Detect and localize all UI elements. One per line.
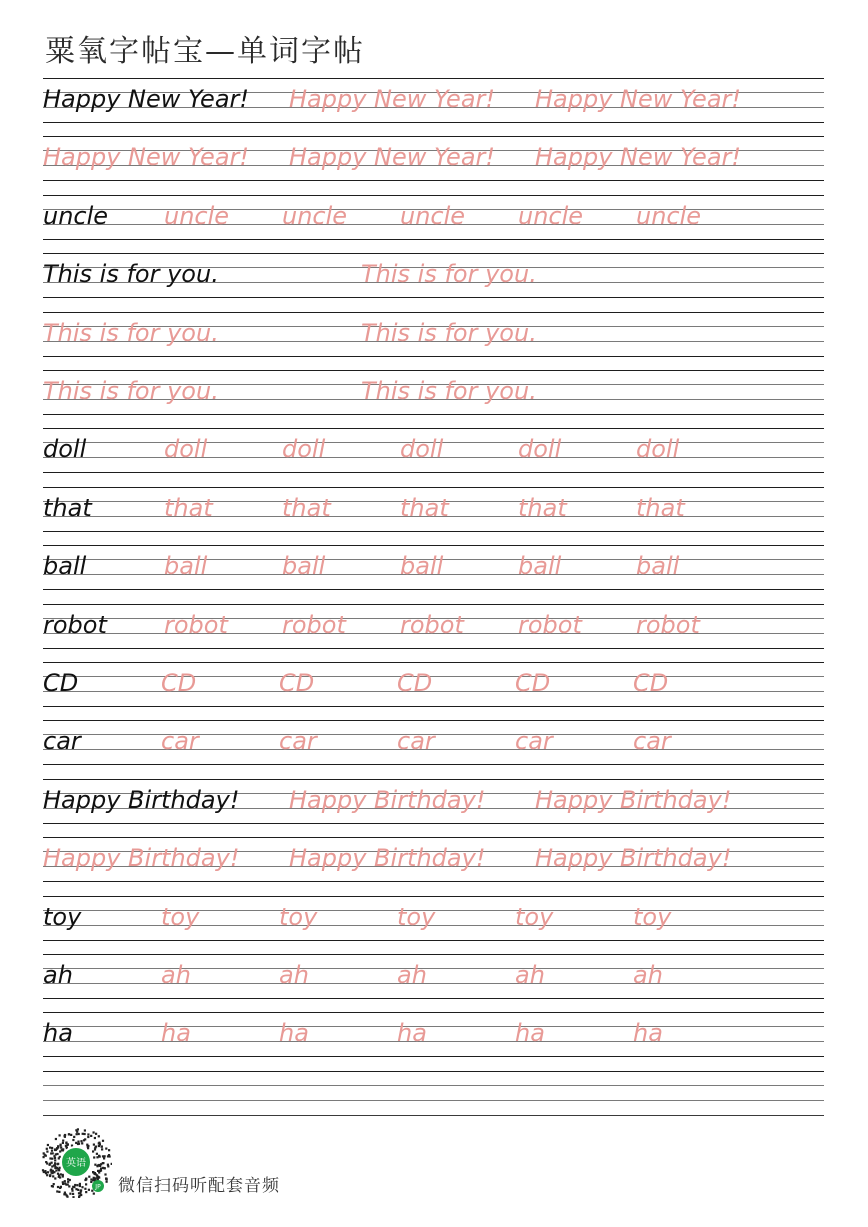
qr-dot [55,1169,57,1171]
qr-dot [57,1186,59,1188]
practice-row [43,896,824,954]
qr-dot [102,1162,104,1164]
qr-dot [60,1173,62,1175]
trace-word: doll [400,435,444,464]
qr-dot [69,1193,71,1195]
model-word: ha [43,1019,73,1048]
qr-dot [82,1133,84,1135]
qr-badge-label: 英语 [66,1158,86,1169]
trace-word: ball [518,552,562,581]
qr-dot [54,1166,56,1168]
guide-line [43,428,824,429]
guide-line [43,78,824,79]
trace-word: ha [633,1019,663,1048]
qr-dot [65,1146,67,1148]
trace-word: This is for you. [43,318,219,347]
qr-dot [56,1190,58,1192]
qr-dot [72,1193,74,1195]
guide-line [43,604,824,605]
guide-line [43,1100,824,1101]
footer-caption: 微信扫码听配套音频 [118,1176,280,1196]
trace-word: This is for you. [361,377,537,405]
trace-word: that [164,493,213,522]
qr-dot [66,1144,68,1146]
guide-line [43,545,824,546]
guide-line [43,356,824,357]
qr-dot [93,1144,95,1146]
qr-dot [102,1155,104,1157]
trace-word: ah [161,961,191,989]
model-word: car [43,727,81,756]
qr-dot [88,1189,90,1191]
qr-dot [51,1158,53,1160]
qr-dot [100,1163,102,1165]
practice-row [43,312,824,370]
qr-dot [73,1186,75,1188]
practice-row [43,195,824,253]
trace-word: ha [515,1019,545,1048]
qr-dot [92,1171,94,1173]
qr-dot [90,1181,92,1183]
practice-row [43,1071,824,1129]
guide-line [43,180,824,181]
trace-word: Happy New Year! [535,143,742,172]
guide-line [43,122,824,123]
qr-dot [96,1156,98,1158]
guide-line [43,764,824,765]
trace-word: that [518,493,567,522]
qr-dot [93,1177,95,1179]
qr-dot [85,1191,87,1193]
qr-dot [79,1183,81,1185]
qr-dot [88,1176,90,1178]
trace-word: CD [515,669,551,697]
trace-word: Happy Birthday! [289,844,486,873]
qr-dot [46,1148,48,1150]
qr-dot [95,1133,97,1135]
qr-dot [104,1173,106,1175]
qr-dot [84,1138,86,1140]
guide-line [43,998,824,999]
qr-dot [107,1164,109,1166]
trace-word: CD [161,669,197,697]
guide-line [43,370,824,371]
trace-word: This is for you. [361,318,537,347]
qr-dot [81,1186,83,1188]
qr-dot [101,1146,103,1148]
qr-dot [47,1144,49,1146]
practice-row [43,779,824,837]
trace-word: toy [161,902,200,931]
qr-dot [50,1169,52,1171]
trace-word: toy [633,902,672,931]
qr-dot [59,1134,61,1136]
qr-dot [100,1167,102,1169]
trace-word: toy [515,902,554,931]
trace-word: car [633,727,671,756]
guide-line [43,823,824,824]
qr-dot [53,1183,55,1185]
practice-row [43,78,824,136]
qr-dot [84,1129,86,1131]
trace-word: Happy Birthday! [289,785,486,814]
guide-line [43,472,824,473]
qr-dot [72,1139,74,1141]
qr-dot [51,1165,53,1167]
trace-word: Happy Birthday! [535,785,732,814]
trace-word: car [515,727,553,756]
qr-dot [81,1142,83,1144]
practice-row [43,954,824,1012]
qr-dot [105,1178,107,1180]
model-word: toy [43,902,82,931]
model-word: CD [43,669,79,697]
trace-word: toy [279,902,318,931]
guide-line [43,706,824,707]
qr-dot [76,1131,78,1133]
qr-dot [93,1193,95,1195]
qr-dot [104,1167,106,1169]
trace-word: robot [400,610,464,639]
qr-dot [51,1185,53,1187]
trace-word: uncle [636,201,702,230]
qr-dot [62,1181,64,1183]
trace-word: robot [636,610,700,639]
guide-line [43,1056,824,1057]
trace-word: robot [282,610,346,639]
trace-word: robot [518,610,582,639]
trace-word: Happy Birthday! [535,844,732,873]
trace-word: ball [400,552,444,581]
qr-dot [62,1140,64,1142]
footer [40,1126,440,1206]
trace-word: uncle [518,201,584,230]
qr-dot [46,1162,48,1164]
model-word: ah [43,961,73,989]
guide-line [43,940,824,941]
guide-line [43,414,824,415]
qr-dot [68,1185,70,1187]
qr-dot [62,1148,64,1150]
qr-dot [94,1148,96,1150]
qr-dot [44,1171,46,1173]
practice-row [43,1012,824,1070]
trace-word: Happy New Year! [289,143,496,172]
qr-dot [94,1137,96,1139]
qr-dot [78,1133,80,1135]
qr-dot [99,1156,101,1158]
practice-row [43,720,824,778]
qr-dot [76,1133,78,1135]
page-title: 粟氧字帖宝—单词字帖 [45,34,365,69]
qr-dot [65,1142,67,1144]
qr-dot [106,1181,108,1183]
trace-word: car [397,727,435,756]
qr-dot [96,1177,98,1179]
guide-line [43,779,824,780]
trace-word: ha [161,1019,191,1048]
qr-dot [76,1184,78,1186]
practice-row [43,428,824,486]
trace-word: doll [164,435,208,464]
qr-dot [108,1154,110,1156]
qr-dot [93,1156,95,1158]
trace-word: that [282,493,331,522]
guide-line [43,954,824,955]
trace-word: Happy New Year! [289,85,496,113]
trace-word: CD [397,669,433,697]
guide-line [43,837,824,838]
practice-row [43,604,824,662]
qr-dot [58,1191,60,1193]
qr-corner-label: JP [95,1183,101,1191]
qr-dot [45,1155,47,1157]
qr-dot [77,1128,79,1130]
qr-dot [72,1196,74,1198]
qr-dot [108,1149,110,1151]
qr-dot [91,1190,93,1192]
guide-line [43,312,824,313]
trace-word: ah [633,961,663,989]
guide-line [43,487,824,488]
qr-dot [111,1163,112,1165]
trace-word: ha [397,1019,427,1048]
qr-dot [90,1178,92,1180]
qr-dot [77,1189,79,1191]
qr-dot [59,1156,61,1158]
qr-dot [98,1145,100,1147]
qr-dot [57,1168,59,1170]
qr-dot [77,1141,79,1143]
guide-line [43,589,824,590]
guide-line [43,195,824,196]
trace-word: uncle [164,201,230,230]
qr-dot [52,1175,54,1177]
qr-dot [53,1155,55,1157]
qr-dot [51,1147,53,1149]
qr-dot [59,1150,61,1152]
qr-dot [62,1174,64,1176]
qr-dot [80,1140,82,1142]
practice-row [43,370,824,428]
qr-dot [74,1184,76,1186]
trace-word: doll [636,435,680,464]
trace-word: Happy New Year! [535,85,742,113]
qr-dot [57,1163,59,1165]
trace-word: uncle [282,201,348,230]
qr-dot [54,1162,56,1164]
qr-dot [49,1174,51,1176]
qr-dot [56,1153,58,1155]
practice-row [43,487,824,545]
trace-word: This is for you. [361,260,537,289]
qr-dot [49,1164,51,1166]
trace-word: Happy New Year! [43,143,250,172]
qr-dot [60,1186,62,1188]
qr-code-icon[interactable] [40,1126,112,1198]
guide-line [43,297,824,298]
trace-word: uncle [400,201,466,230]
guide-line [43,896,824,897]
qr-dot [65,1184,67,1186]
qr-dot [62,1142,64,1144]
qr-dot [51,1171,53,1173]
qr-dot [103,1157,105,1159]
model-word: Happy New Year! [43,85,250,113]
trace-word: ah [515,961,545,989]
qr-dot [87,1145,89,1147]
guide-line [43,239,824,240]
qr-dot [102,1140,104,1142]
qr-dot [54,1177,56,1179]
qr-dot [46,1174,48,1176]
trace-word: doll [282,435,326,464]
trace-word: ball [164,552,208,581]
qr-dot [79,1185,81,1187]
qr-dot [49,1147,51,1149]
practice-row [43,253,824,311]
trace-word: that [400,493,449,522]
qr-dot [101,1148,103,1150]
guide-line [43,1012,824,1013]
trace-word: car [161,727,199,756]
model-word: robot [43,610,107,639]
qr-dot [90,1135,92,1137]
model-word: doll [43,435,87,464]
trace-word: ah [397,961,427,989]
practice-row [43,545,824,603]
qr-dot [96,1165,98,1167]
qr-dot [80,1190,82,1192]
qr-dot [98,1142,100,1144]
trace-word: that [636,493,685,522]
qr-dot [65,1193,67,1195]
qr-dot [52,1152,54,1154]
qr-dot [68,1133,70,1135]
qr-dot [87,1133,89,1135]
trace-word: doll [518,435,562,464]
qr-dot [92,1150,94,1152]
qr-dot [84,1179,86,1181]
sheet-bottom-line [43,1115,824,1116]
guide-line [43,720,824,721]
trace-word: toy [397,902,436,931]
qr-dot [55,1138,57,1140]
qr-dot [100,1169,102,1171]
qr-dot [93,1131,95,1133]
qr-dot [98,1135,100,1137]
qr-dot [64,1136,66,1138]
qr-dot [96,1153,98,1155]
qr-dot [47,1171,49,1173]
qr-dot [84,1133,86,1135]
trace-word: ball [282,552,326,581]
practice-row [43,136,824,194]
trace-word: CD [633,669,669,697]
guide-line [43,1085,824,1086]
qr-dot [71,1188,73,1190]
qr-dot [51,1150,53,1152]
trace-word: robot [164,610,228,639]
qr-dot [105,1148,107,1150]
qr-dot [95,1146,97,1148]
guide-line [43,662,824,663]
trace-word: This is for you. [43,377,219,405]
guide-line [43,881,824,882]
qr-dot [60,1147,62,1149]
qr-dot [55,1149,57,1151]
qr-dot [51,1162,53,1164]
trace-word: ah [279,961,309,989]
qr-dot [64,1180,66,1182]
trace-word: CD [279,669,315,697]
qr-dot [98,1171,100,1173]
model-word: ball [43,552,87,581]
trace-word: ball [636,552,680,581]
qr-dot [94,1164,96,1166]
model-word: uncle [43,201,109,230]
guide-line [43,253,824,254]
model-word: This is for you. [43,260,219,289]
qr-dot [87,1147,89,1149]
qr-dot [84,1188,86,1190]
trace-word: ha [279,1019,309,1048]
practice-row [43,837,824,895]
guide-line [43,648,824,649]
qr-dot [70,1134,72,1136]
guide-line [43,136,824,137]
trace-word: Happy Birthday! [43,844,240,873]
trace-word: car [279,727,317,756]
practice-row [43,662,824,720]
model-word: Happy Birthday! [43,785,240,814]
handwriting-sheet [43,78,824,1118]
qr-dot [54,1159,56,1161]
qr-dot [54,1164,56,1166]
qr-dot [78,1195,80,1197]
qr-dot [59,1144,61,1146]
qr-dot [75,1142,77,1144]
qr-dot [87,1136,89,1138]
qr-dot [46,1151,48,1153]
model-word: that [43,493,92,522]
qr-dot [43,1156,45,1158]
qr-dot [85,1183,87,1185]
qr-dot [69,1179,71,1181]
guide-line [43,531,824,532]
qr-dot [73,1136,75,1138]
guide-line [43,1071,824,1072]
qr-dot [64,1192,66,1194]
